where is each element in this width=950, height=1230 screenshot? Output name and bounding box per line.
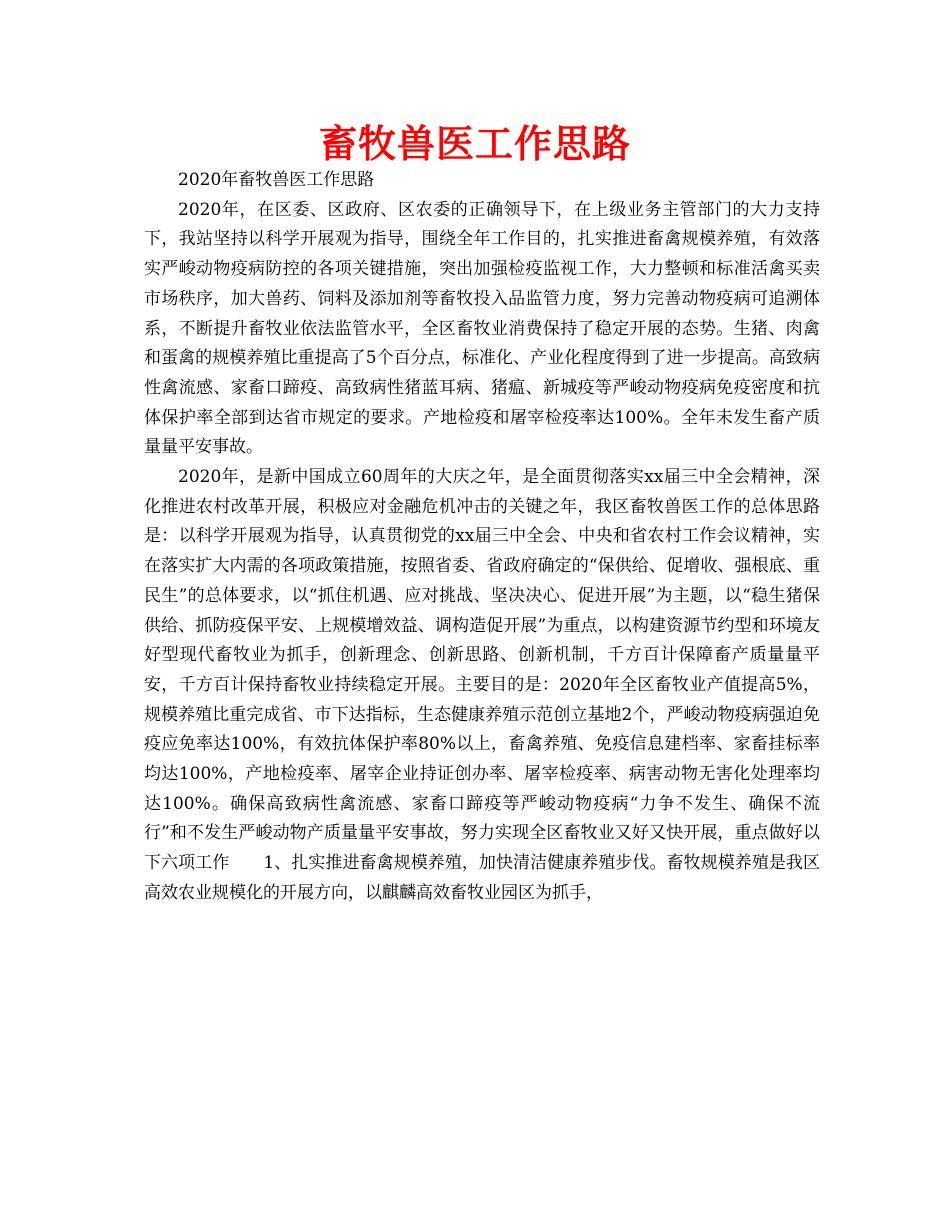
document-body [144, 166, 820, 909]
paragraph-plan: 2020年，是新中国成立60周年的大庆之年，是全面贯彻落实xx届三中全会精神，深化推进农村改革开展，积极应对金融危机冲击的关键之年，我区畜牧兽医工作的总体思路是：以科学开展观为指导，认真贯彻党的xx届三中全会、中央和省农村工作会议精神，实在落实扩大内需的各项政策措施，按照省委、省政府确定的“保供给、促增收、强根底、重民生”的总体要求，以“抓住机遇、应对挑战、坚决决心、促进开展”为主题，以“稳生猪保供给、抓防疫保平安、上规模增效益、调构造促开展”为重点，以构建资源节约型和环境友好型现代畜牧业为抓手，创新理念、创新思路、创新机制，千方百计保障畜产质量量平安，千方百计保持畜牧业持续稳定开展。主要目的是：2020年全区畜牧业产值提高5%，规模养殖比重完成省、市下达指标，生态健康养殖示范创立基地2个，严峻动物疫病强迫免疫应免率达100%，有效抗体保护率80%以上，畜禽养殖、免疫信息建档率、家畜挂标率均达100%，产地检疫率、屠宰企业持证创办率、屠宰检疫率、病害动物无害化处理率均达100%。确保高致病性禽流感、家畜口蹄疫等严峻动物疫病“力争不发生、确保不流行”和不发生严峻动物产质量量平安事故，努力实现全区畜牧业又好又快开展，重点做好以下六项工作 1、扎实推进畜禽规模养殖，加快清洁健康养殖步伐。畜牧规模养殖是我区高效农业规模化的开展方向，以麒麟高效畜牧业园区为抓手， [144, 467, 820, 903]
paragraph-subtitle: 2020年畜牧兽医工作思路 [178, 170, 375, 190]
document-title: 畜牧兽医工作思路 [318, 122, 631, 166]
paragraph-summary: 2020年，在区委、区政府、区农委的正确领导下，在上级业务主管部门的大力支持下，我站坚持以科学开展观为指导，围绕全年工作目的，扎实推进畜禽规模养殖，有效落实严峻动物疫病防控的各项关键措施，突出加强检疫监视工作，大力整顿和标准活禽买卖市场秩序，加大兽药、饲料及添加剂等畜牧投入品监管力度，努力完善动物疫病可追溯体系，不断提升畜牧业依法监管水平，全区畜牧业消费保持了稳定开展的态势。生猪、肉禽和蛋禽的规模养殖比重提高了5个百分点，标准化、产业化程度得到了进一步提高。高致病性禽流感、家畜口蹄疫、高致病性猪蓝耳病、猪瘟、新城疫等严峻动物疫病免疫密度和抗体保护率全部到达省市规定的要求。产地检疫和屠宰检疫率达100%。全年未发生畜产质量量平安事故。 [144, 199, 820, 458]
